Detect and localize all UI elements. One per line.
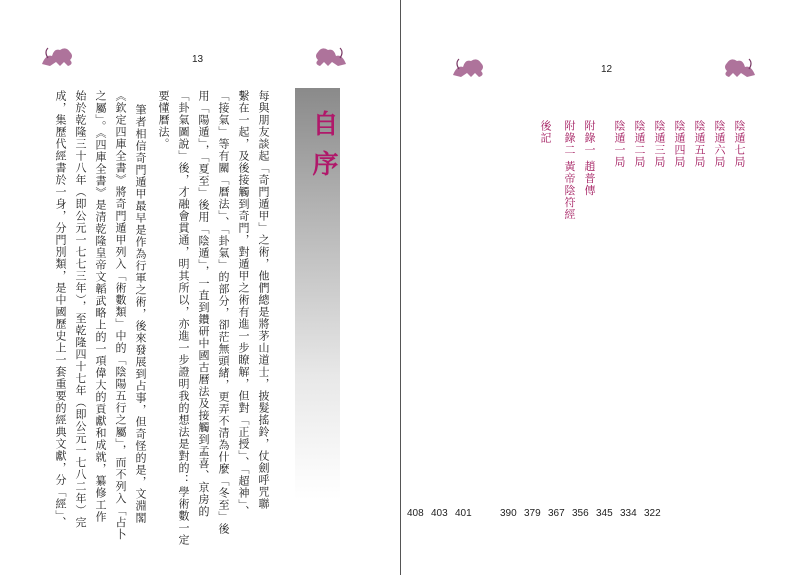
text-column: 之屬」。《四庫全書》是清乾隆皇帝文韜武略上的一項偉大的貢獻和成就，纂修工作 <box>94 90 107 523</box>
text-column: 每與朋友談起「奇門遁甲」之術，他們總是將茅山道士，披髮搖鈴，仗劍呼咒聯 <box>257 90 270 510</box>
toc-entry[interactable]: 後記 <box>539 120 552 144</box>
right-page <box>401 0 800 575</box>
lion-ornament-icon <box>721 55 757 81</box>
toc-page-number: 379 <box>524 508 541 519</box>
lion-ornament-icon <box>40 44 76 70</box>
toc-entry[interactable]: 附錄二 黃帝陰符經 <box>563 120 576 221</box>
toc-page-number: 334 <box>620 508 637 519</box>
page-number: 13 <box>192 54 204 65</box>
toc-page-number: 322 <box>644 508 661 519</box>
toc-page-number: 408 <box>407 508 424 519</box>
toc-page-number: 403 <box>431 508 448 519</box>
toc-entry[interactable]: 陰遁二局 <box>633 120 646 168</box>
toc-entry[interactable]: 陰遁一局 <box>613 120 626 168</box>
text-column: 成，集歷代經書於一身，分門別類，是中國歷史上一套重要的經典文獻，分「經」、 <box>54 90 67 529</box>
lion-ornament-icon <box>312 44 348 70</box>
toc-page-number: 367 <box>548 508 565 519</box>
text-column: 要懂曆法。 <box>157 90 170 150</box>
toc-page-number: 356 <box>572 508 589 519</box>
text-column: 筆者相信奇門遁甲最早是作為行軍之術，後來發展到占事，但奇怪的是，文淵閣 <box>134 104 147 524</box>
text-column: 《欽定四庫全書》將奇門遁甲列入「術數類」中的「陰陽五行之屬」，而不列入「占卜 <box>114 90 127 541</box>
text-column: 繫在一起，及後接觸到奇門，對遁甲之術有進一步瞭解，但對「正授」、「超神」、 <box>237 90 250 518</box>
toc-entry[interactable]: 陰遁四局 <box>673 120 686 168</box>
toc-entry[interactable]: 附錄一 趙普傳 <box>583 120 596 197</box>
toc-entry[interactable]: 陰遁三局 <box>653 120 666 168</box>
toc-page-number: 401 <box>455 508 472 519</box>
text-column: 始於乾隆三十八年（即公元一七七三年），至乾隆四十七年（即公元一七八二年）完 <box>74 90 87 529</box>
toc-page-number: 345 <box>596 508 613 519</box>
toc-entry[interactable]: 陰遁七局 <box>733 120 746 168</box>
text-column: 「卦氣圖說」後，才融會貫通，明其所以，亦進一步證明我的想法是對的：學術數一定 <box>177 90 190 546</box>
lion-ornament-icon <box>451 55 487 81</box>
toc-page-number: 390 <box>500 508 517 519</box>
chapter-title: 自序 <box>308 110 338 190</box>
text-column: 「接氣」等有關「曆法」、「卦氣」的部分，卻茫無頭緒，更弄不清為什麼「冬至」後 <box>217 90 230 535</box>
toc-entry[interactable]: 陰遁五局 <box>693 120 706 168</box>
toc-entry[interactable]: 陰遁六局 <box>713 120 726 168</box>
text-column: 用「陽遁」，「夏至」後用「陰遁」，一直到鑽研中國古曆法及接觸到孟喜、京房的 <box>197 90 210 518</box>
page-number: 12 <box>601 64 613 75</box>
